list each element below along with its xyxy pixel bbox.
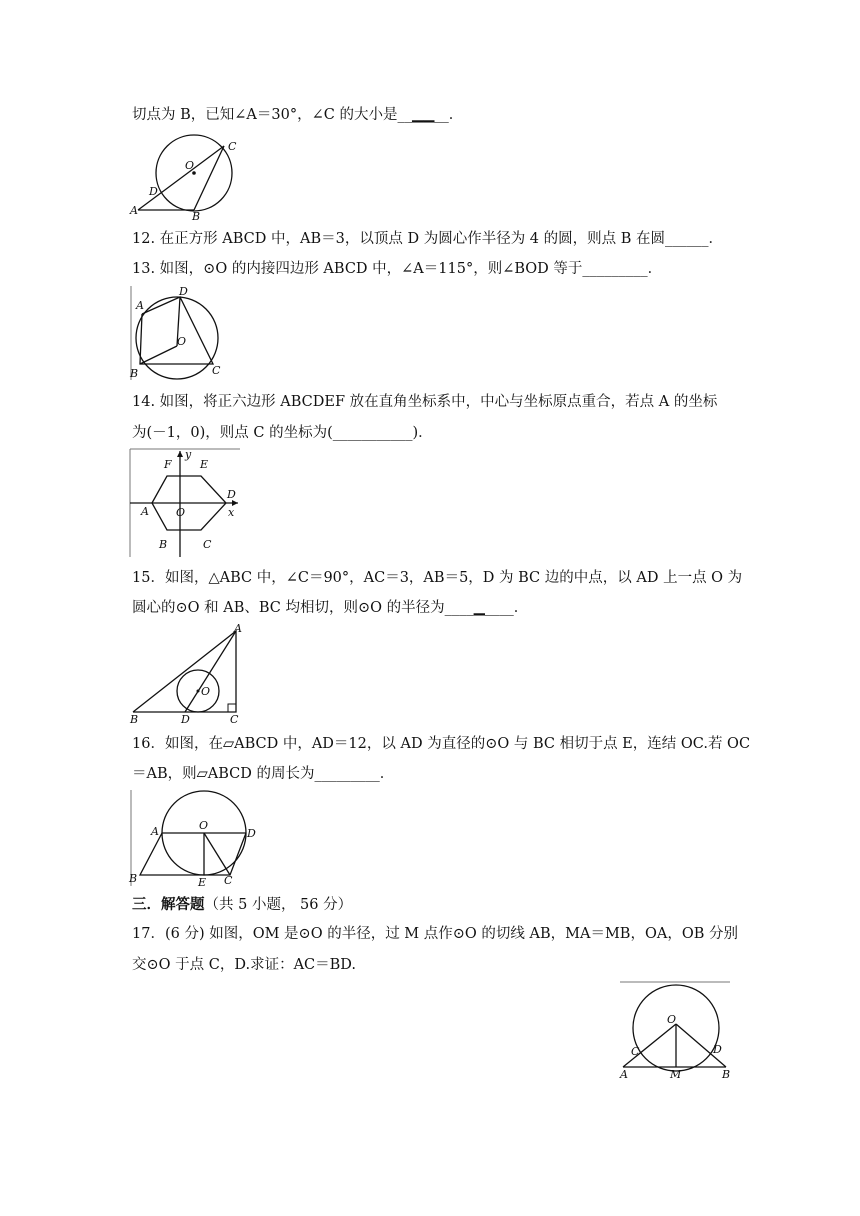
question-14-line-2: 为(－1，0)，则点 C 的坐标为(___________)． <box>132 425 433 441</box>
fig17-label-d: D <box>713 1043 722 1056</box>
fig15-label-b: B <box>130 713 139 726</box>
figure-14 <box>128 447 243 559</box>
fig14-label-e: E <box>200 458 209 471</box>
fig14-y-arrow <box>177 451 183 457</box>
fig15-triangle <box>133 631 236 712</box>
figure-17 <box>618 980 732 1080</box>
fig11-label-c: C <box>228 140 237 153</box>
question-17-line-2: 交⊙O 于点 C，D.求证：AC＝BD. <box>132 957 357 973</box>
fig15-label-d: D <box>181 713 190 726</box>
fig16-label-d: D <box>247 827 256 840</box>
question-14-line-1: 14. 如图，将正六边形 ABCDEF 放在直角坐标系中，中心与坐标原点重合，若点 A 的坐标 <box>132 394 718 410</box>
fig16-label-o: O <box>199 819 209 832</box>
fig15-label-c: C <box>230 713 239 726</box>
fig11-label-a: A <box>130 204 138 217</box>
question-16-line-1: 16．如图，在▱ABCD 中，AD＝12，以 AD 为直径的⊙O 与 BC 相切于点 E，连结 OC.若 OC <box>132 736 751 752</box>
fig14-label-a: A <box>141 505 149 518</box>
question-11-text: 切点为 B，已知∠A＝30°，∠C 的大小是__▁▁__． <box>132 107 464 123</box>
fig11-label-o: O <box>185 159 195 172</box>
question-12-text: 12. 在正方形 ABCD 中，AB＝3，以顶点 D 为圆心作半径为 4 的圆，则点 B 在圆______． <box>132 231 724 247</box>
fig16-parallelogram <box>140 833 246 875</box>
fig13-label-d: D <box>179 285 188 298</box>
fig14-label-f: F <box>164 458 172 471</box>
question-15-line-2: 圆心的⊙O 和 AB、BC 均相切，则⊙O 的半径为____▁____． <box>132 600 529 616</box>
question-16-line-2: ＝AB，则▱ABCD 的周长为_________． <box>132 766 395 782</box>
fig15-right-angle <box>228 704 236 712</box>
question-17-line-1: 17．(6 分) 如图，OM 是⊙O 的半径，过 M 点作⊙O 的切线 AB，MA＝MB，OA，OB 分别 <box>132 926 738 942</box>
fig17-label-c: C <box>631 1045 640 1058</box>
figure-16 <box>128 788 263 890</box>
fig11-secant <box>138 146 224 210</box>
fig15-median-ad <box>185 631 236 712</box>
fig17-label-m: M <box>670 1068 682 1081</box>
figure-13 <box>128 284 223 382</box>
fig14-label-c: C <box>203 538 212 551</box>
fig14-label-b: B <box>159 538 168 551</box>
fig16-label-e: E <box>198 876 207 889</box>
question-13-text: 13. 如图，⊙O 的内接四边形 ABCD 中，∠A＝115°，则∠BOD 等于_________． <box>132 261 663 277</box>
fig16-segment-oc <box>204 833 230 875</box>
question-15-line-1: 15．如图，△ABC 中，∠C＝90°，AC＝3，AB＝5，D 为 BC 边的中点，以 AD 上一点 O 为 <box>132 570 743 586</box>
section-3-note: （共 5 小题， 56 分） <box>204 897 353 913</box>
fig16-label-c: C <box>224 874 233 887</box>
fig11-label-d: D <box>149 185 158 198</box>
fig16-label-a: A <box>151 825 159 838</box>
fig16-label-b: B <box>129 872 138 885</box>
fig17-label-b: B <box>722 1068 731 1081</box>
fig17-label-a: A <box>620 1068 628 1081</box>
fig14-label-x: x <box>228 506 235 519</box>
section-3-heading <box>132 895 352 915</box>
figure-11 <box>128 136 243 224</box>
fig13-label-a: A <box>136 299 144 312</box>
fig15-label-o: O <box>201 685 211 698</box>
fig17-label-o: O <box>667 1013 677 1026</box>
fig15-center-dot <box>197 690 200 693</box>
fig14-label-y: y <box>185 448 192 461</box>
fig13-label-o: O <box>177 335 187 348</box>
section-3-title: 三．解答题 <box>132 897 205 913</box>
fig15-label-a: A <box>234 622 242 635</box>
fig14-label-o: O <box>176 506 186 519</box>
fig11-label-b: B <box>192 210 201 223</box>
fig13-label-b: B <box>130 367 139 380</box>
fig13-label-c: C <box>212 364 221 377</box>
fig13-ob <box>140 346 177 364</box>
figure-15 <box>128 624 246 726</box>
fig14-label-d: D <box>227 488 236 501</box>
